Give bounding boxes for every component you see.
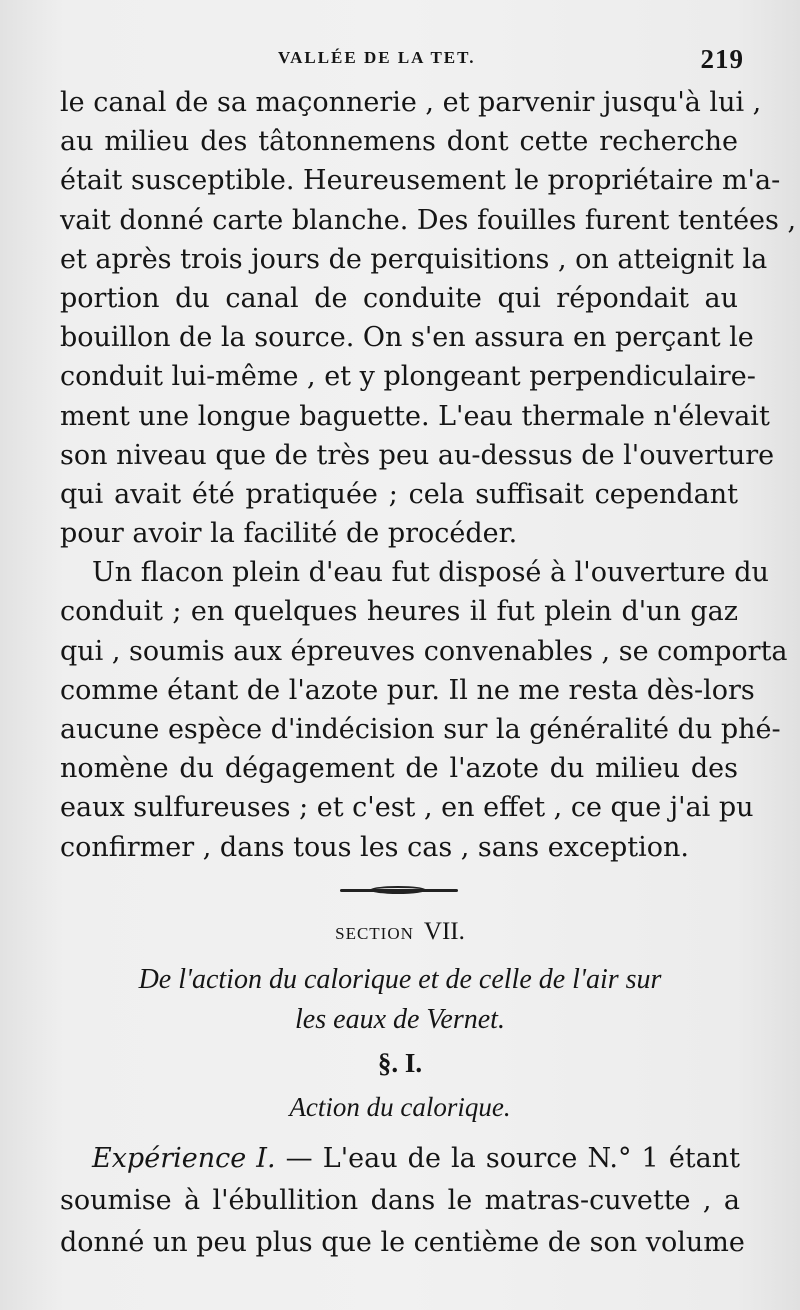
section-label bbox=[0, 918, 800, 946]
text-line: qui avait été pratiquée ; cela suffisait cependant bbox=[60, 478, 738, 510]
running-title: VALLÉE DE LA TET. bbox=[278, 48, 476, 67]
text-line: qui , soumis aux épreuves convenables , se comporta bbox=[60, 635, 788, 667]
experience-line bbox=[60, 1138, 740, 1180]
experience-label: Expérience I. bbox=[92, 1143, 276, 1174]
text-line: était susceptible. Heureusement le propriétaire m'a- bbox=[60, 165, 781, 197]
experience-text bbox=[60, 1138, 745, 1264]
experience-line: donné un peu plus que le centième de son volume bbox=[60, 1227, 745, 1258]
ornamental-rule bbox=[340, 889, 458, 892]
text-line: Un flacon plein d'eau fut disposé à l'ouverture du bbox=[92, 557, 769, 589]
experience-line: soumise à l'ébullition dans le matras-cuvette , a bbox=[60, 1185, 740, 1216]
text-line: et après trois jours de perquisitions , on atteignit la bbox=[60, 243, 768, 275]
section-word: SECTION bbox=[335, 924, 414, 943]
subsection-title: Action du calorique. bbox=[289, 1092, 511, 1122]
text-line: confirmer , dans tous les cas , sans exception. bbox=[60, 831, 690, 863]
experience-line-1-rest: — L'eau de la source N.° 1 étant bbox=[285, 1143, 740, 1174]
text-line: aucune espèce d'indécision sur la généralité du phé- bbox=[60, 714, 781, 745]
text-line: au milieu des tâtonnemens dont cette recherche bbox=[60, 126, 738, 158]
text-line: pour avoir la facilité de procéder. bbox=[60, 518, 518, 550]
text-line: son niveau que de très peu au-dessus de l'ouverture bbox=[60, 439, 775, 471]
text-line: vait donné carte blanche. Des fouilles furent tentées , bbox=[60, 204, 797, 236]
text-line: bouillon de la source. On s'en assura en perçant le bbox=[60, 322, 754, 354]
section-title-line-1: De l'action du calorique et de celle de l'air sur bbox=[138, 964, 662, 995]
text-line: eaux sulfureuses ; et c'est , en effet , ce que j'ai pu bbox=[60, 792, 754, 824]
running-head bbox=[0, 44, 800, 74]
section-number: VII. bbox=[423, 918, 465, 945]
body-text bbox=[60, 83, 797, 867]
text-line: portion du canal de conduite qui répondait au bbox=[60, 282, 738, 314]
text-line: nomène du dégagement de l'azote du milieu des bbox=[60, 753, 738, 785]
text-line: conduit lui-même , et y plongeant perpendiculaire- bbox=[60, 361, 756, 393]
text-line: le canal de sa maçonnerie , et parvenir jusqu'à lui , bbox=[60, 87, 762, 118]
text-line: comme étant de l'azote pur. Il ne me resta dès-lors bbox=[60, 674, 755, 706]
page-number: 219 bbox=[700, 44, 744, 74]
text-line: ment une longue baguette. L'eau thermale n'élevait bbox=[60, 400, 770, 432]
paragraph-symbol: §. I. bbox=[377, 1048, 423, 1078]
text-line: conduit ; en quelques heures il fut plein d'un gaz bbox=[60, 596, 738, 628]
section-title-line-2: les eaux de Vernet. bbox=[295, 1004, 505, 1035]
